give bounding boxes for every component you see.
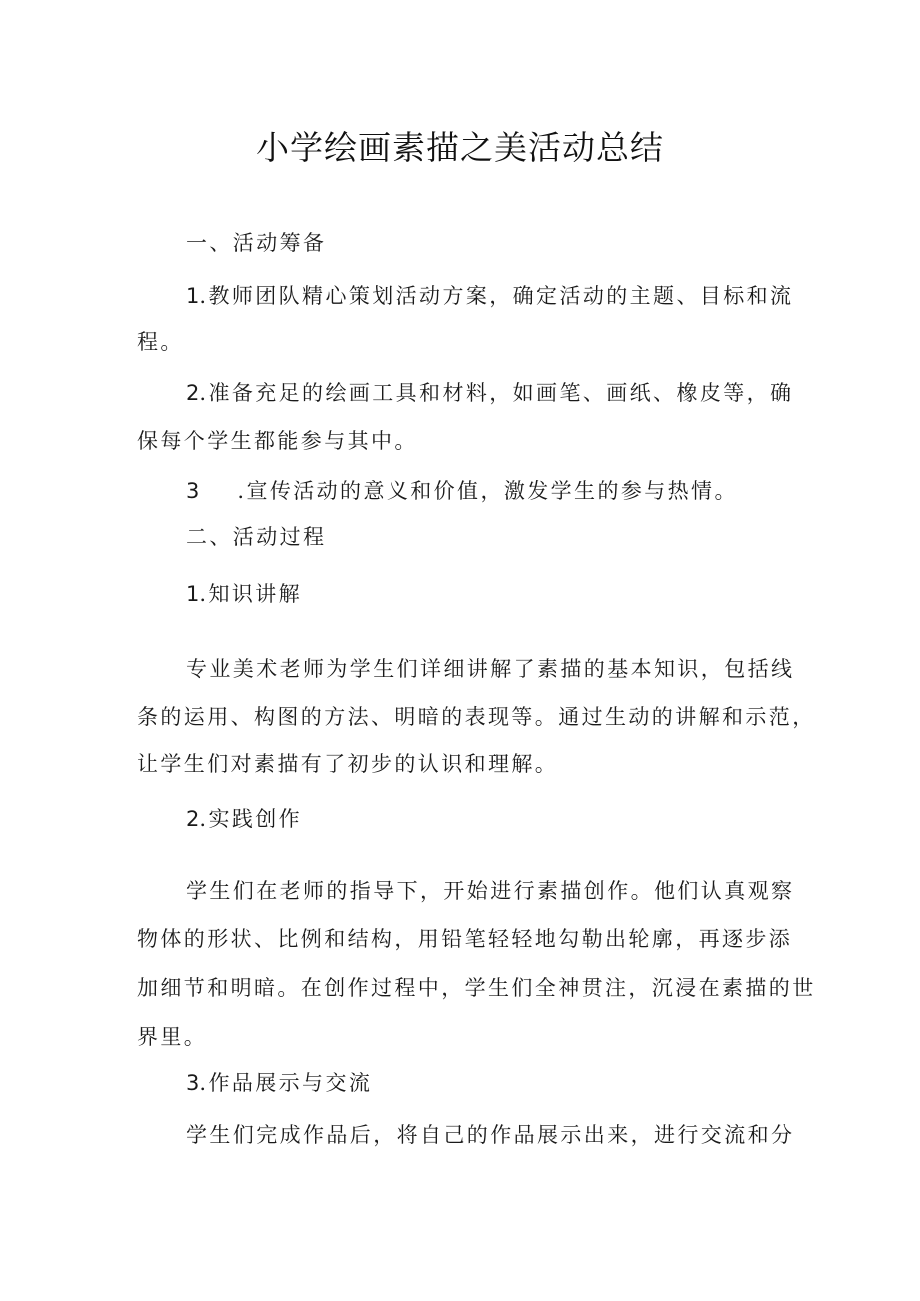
item-number: 3 bbox=[186, 1071, 200, 1095]
section-heading-preparation: 一、活动筹备 bbox=[186, 231, 327, 255]
item-text: .宣传活动的意义和价值，激发学生的参与热情。 bbox=[237, 479, 738, 503]
item-number: 1 bbox=[186, 582, 200, 606]
section-heading-process: 二、活动过程 bbox=[186, 525, 327, 549]
paragraph-line: 专业美术老师为学生们详细讲解了素描的基本知识，包括线 bbox=[186, 657, 795, 681]
prep-item-2-line1 bbox=[186, 378, 793, 408]
item-title: .实践创作 bbox=[199, 807, 303, 831]
paragraph-line: 界里。 bbox=[137, 1025, 208, 1049]
paragraph-line: 条的运用、构图的方法、明暗的表现等。通过生动的讲解和示范， bbox=[137, 705, 816, 729]
prep-item-1-line1 bbox=[186, 281, 793, 311]
prep-item-3 bbox=[186, 476, 738, 506]
prep-item-2-line2: 保每个学生都能参与其中。 bbox=[137, 429, 418, 453]
item-number: 2 bbox=[186, 807, 200, 831]
item-title: .知识讲解 bbox=[199, 582, 303, 606]
process-item-3-title bbox=[186, 1068, 372, 1098]
prep-item-1-line2: 程。 bbox=[137, 330, 184, 354]
item-number: 2 bbox=[186, 381, 200, 405]
item-text: .准备充足的绘画工具和材料，如画笔、画纸、橡皮等，确 bbox=[199, 381, 794, 405]
item-number: 1 bbox=[186, 284, 200, 308]
process-item-2-title bbox=[186, 804, 302, 834]
paragraph-line: 学生们在老师的指导下，开始进行素描创作。他们认真观察 bbox=[186, 879, 795, 903]
item-text: .教师团队精心策划活动方案，确定活动的主题、目标和流 bbox=[199, 284, 794, 308]
paragraph-line: 学生们完成作品后，将自己的作品展示出来，进行交流和分 bbox=[186, 1123, 795, 1147]
paragraph-line: 让学生们对素描有了初步的认识和理解。 bbox=[137, 752, 559, 776]
page-title: 小学绘画素描之美活动总结 bbox=[256, 128, 664, 167]
item-title: .作品展示与交流 bbox=[199, 1071, 373, 1095]
item-number: 3 bbox=[186, 479, 200, 503]
process-item-1-title bbox=[186, 579, 302, 609]
paragraph-line: 加细节和明暗。在创作过程中，学生们全神贯注，沉浸在素描的世 bbox=[137, 976, 816, 1000]
paragraph-line: 物体的形状、比例和结构，用铅笔轻轻地勾勒出轮廓，再逐步添 bbox=[137, 927, 793, 951]
